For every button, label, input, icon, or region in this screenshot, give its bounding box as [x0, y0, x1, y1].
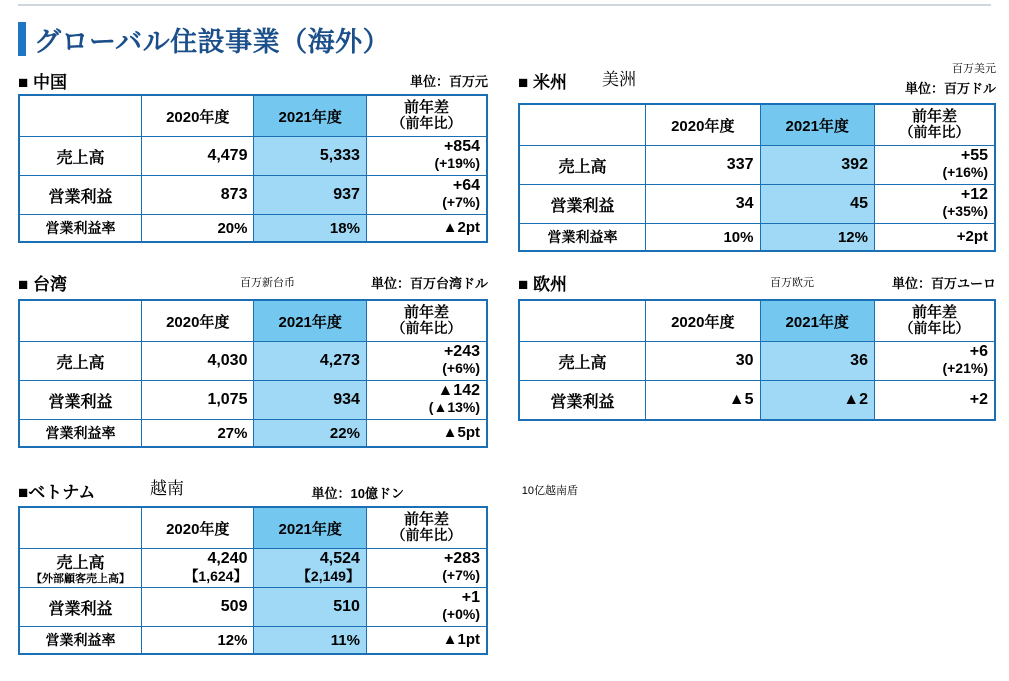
- col-header-fy2021: 2021年度: [254, 507, 366, 549]
- section-title-vietnam: ■ベトナム: [18, 483, 96, 502]
- section-title-taiwan: ■ 台湾: [18, 275, 68, 294]
- table-row: [519, 185, 995, 224]
- cell-diff: +2: [874, 381, 995, 421]
- cell-diff: +283 (+7%): [366, 549, 487, 588]
- cell-diff: +1 (+0%): [366, 588, 487, 627]
- bullet-square-icon: ■: [518, 73, 529, 92]
- page-title: グローバル住設事業（海外）: [34, 27, 391, 57]
- unit-label-americas: 単位：百万ドル: [904, 81, 996, 96]
- table-row: [19, 300, 487, 342]
- cell-diff: +55 (+16%): [874, 146, 995, 185]
- cell-fy2021: 510: [254, 588, 366, 627]
- table-europe: [518, 299, 996, 421]
- row-label-operating-income: 営業利益: [519, 185, 646, 224]
- cell-diff: +854 (+19%): [366, 137, 487, 176]
- cell-fy2021: 22%: [254, 420, 366, 448]
- row-label-sales: 売上高: [19, 137, 142, 176]
- section-europe: [518, 270, 996, 421]
- cell-fy2020: 4,479: [142, 137, 254, 176]
- table-row: [19, 507, 487, 549]
- cell-fy2020: 4,240 【1,624】: [142, 549, 254, 588]
- col-header-fy2020: 2020年度: [142, 95, 254, 137]
- cell-fy2021: 45: [760, 185, 874, 224]
- title-accent-bar: [18, 22, 26, 56]
- bullet-square-icon: ■: [18, 275, 29, 294]
- section-china: [18, 68, 488, 243]
- section-taiwan: [18, 270, 488, 448]
- col-header-diff: 前年差 （前年比）: [874, 300, 995, 342]
- section-header-americas: [518, 63, 996, 96]
- row-label-sales: 売上高: [519, 146, 646, 185]
- table-row: [519, 381, 995, 421]
- table-row: [519, 146, 995, 185]
- row-label-sales: 売上高 【外部顧客売上高】: [19, 549, 142, 588]
- cell-fy2021: 4,524 【2,149】: [254, 549, 366, 588]
- table-vietnam: [18, 506, 488, 655]
- section-header-taiwan: [18, 270, 488, 296]
- bullet-square-icon: ■: [518, 275, 529, 294]
- section-header-vietnam: [18, 478, 578, 504]
- cell-fy2021: ▲2: [760, 381, 874, 421]
- cell-fy2021: 18%: [254, 215, 366, 243]
- cell-diff: +243 (+6%): [366, 342, 487, 381]
- section-title-europe: ■ 欧州: [518, 275, 568, 294]
- col-header-fy2020: 2020年度: [142, 507, 254, 549]
- cell-diff: +6 (+21%): [874, 342, 995, 381]
- cell-fy2021: 11%: [254, 627, 366, 655]
- cell-diff: ▲2pt: [366, 215, 487, 243]
- unit-label-vietnam: 単位：10億ドン: [311, 486, 404, 501]
- unit-label-europe: 単位：百万ユーロ: [891, 276, 996, 291]
- row-label-operating-margin: 営業利益率: [519, 224, 646, 252]
- section-header-europe: [518, 270, 996, 296]
- row-label-operating-income: 営業利益: [519, 381, 646, 421]
- cell-fy2021: 36: [760, 342, 874, 381]
- cell-fy2020: 1,075: [142, 381, 254, 420]
- table-row: [19, 627, 487, 655]
- cell-diff: ▲1pt: [366, 627, 487, 655]
- cell-fy2020: 337: [646, 146, 760, 185]
- unit-label-taiwan: 単位：百万台湾ドル: [370, 276, 488, 291]
- cell-fy2021: 12%: [760, 224, 874, 252]
- unit-label-china: 単位：百万元: [409, 74, 488, 89]
- col-header-fy2021: 2021年度: [760, 104, 874, 146]
- cell-fy2020: 873: [142, 176, 254, 215]
- row-label-operating-margin: 営業利益率: [19, 627, 142, 655]
- col-header-blank: [19, 507, 142, 549]
- cell-diff: +12 (+35%): [874, 185, 995, 224]
- row-label-operating-income: 営業利益: [19, 176, 142, 215]
- cell-fy2020: 509: [142, 588, 254, 627]
- unit-label-vietnam-cn: 10亿越南盾: [521, 485, 578, 497]
- cell-diff: +2pt: [874, 224, 995, 252]
- table-row: [19, 549, 487, 588]
- table-row: [19, 342, 487, 381]
- row-label-sales: 売上高: [519, 342, 646, 381]
- section-title-vietnam-cn: 越南: [150, 479, 184, 498]
- cell-fy2021: 937: [254, 176, 366, 215]
- section-header-china: [18, 68, 488, 94]
- cell-fy2020: 10%: [646, 224, 760, 252]
- row-label-operating-income: 営業利益: [19, 588, 142, 627]
- table-row: [19, 215, 487, 243]
- col-header-blank: [519, 104, 646, 146]
- section-title-americas-cn: 美洲: [602, 70, 636, 89]
- cell-fy2020: 4,030: [142, 342, 254, 381]
- section-vietnam: [18, 478, 578, 655]
- table-row: [19, 381, 487, 420]
- col-header-fy2021: 2021年度: [254, 300, 366, 342]
- col-header-fy2021: 2021年度: [760, 300, 874, 342]
- cell-fy2021: 4,273: [254, 342, 366, 381]
- col-header-blank: [19, 95, 142, 137]
- row-label-operating-margin: 営業利益率: [19, 215, 142, 243]
- cell-fy2020: ▲5: [646, 381, 760, 421]
- cell-diff: +64 (+7%): [366, 176, 487, 215]
- col-header-fy2020: 2020年度: [646, 300, 760, 342]
- cell-fy2021: 392: [760, 146, 874, 185]
- section-title-americas: ■ 米州: [518, 73, 568, 92]
- table-row: [19, 137, 487, 176]
- table-row: [19, 588, 487, 627]
- cell-fy2020: 34: [646, 185, 760, 224]
- col-header-diff: 前年差 （前年比）: [366, 507, 487, 549]
- table-row: [519, 300, 995, 342]
- row-label-operating-margin: 営業利益率: [19, 420, 142, 448]
- col-header-fy2021: 2021年度: [254, 95, 366, 137]
- col-header-diff: 前年差 （前年比）: [366, 300, 487, 342]
- row-label-operating-income: 営業利益: [19, 381, 142, 420]
- table-row: [519, 104, 995, 146]
- table-row: [19, 176, 487, 215]
- cell-fy2020: 12%: [142, 627, 254, 655]
- bullet-square-icon: ■: [18, 483, 29, 502]
- table-china: [18, 94, 488, 243]
- col-header-diff: 前年差 （前年比）: [366, 95, 487, 137]
- unit-label-americas-cn: 百万美元: [952, 63, 996, 75]
- cell-fy2021: 5,333: [254, 137, 366, 176]
- top-divider: [18, 4, 991, 6]
- unit-label-europe-cn: 百万欧元: [770, 277, 814, 289]
- table-row: [519, 224, 995, 252]
- table-row: [19, 95, 487, 137]
- cell-fy2020: 27%: [142, 420, 254, 448]
- cell-diff: ▲142 (▲13%): [366, 381, 487, 420]
- col-header-fy2020: 2020年度: [142, 300, 254, 342]
- section-americas: [518, 63, 996, 252]
- cell-diff: ▲5pt: [366, 420, 487, 448]
- table-row: [19, 420, 487, 448]
- unit-label-taiwan-cn: 百万新台币: [240, 277, 295, 289]
- table-row: [519, 342, 995, 381]
- cell-fy2021: 934: [254, 381, 366, 420]
- col-header-blank: [519, 300, 646, 342]
- table-americas: [518, 103, 996, 252]
- table-taiwan: [18, 299, 488, 448]
- col-header-blank: [19, 300, 142, 342]
- col-header-fy2020: 2020年度: [646, 104, 760, 146]
- cell-fy2020: 20%: [142, 215, 254, 243]
- row-label-sales: 売上高: [19, 342, 142, 381]
- cell-fy2020: 30: [646, 342, 760, 381]
- col-header-diff: 前年差 （前年比）: [874, 104, 995, 146]
- row-label-sales-note: 【外部顧客売上高】: [31, 573, 130, 586]
- bullet-square-icon: ■: [18, 73, 29, 92]
- section-title-china: ■ 中国: [18, 73, 68, 92]
